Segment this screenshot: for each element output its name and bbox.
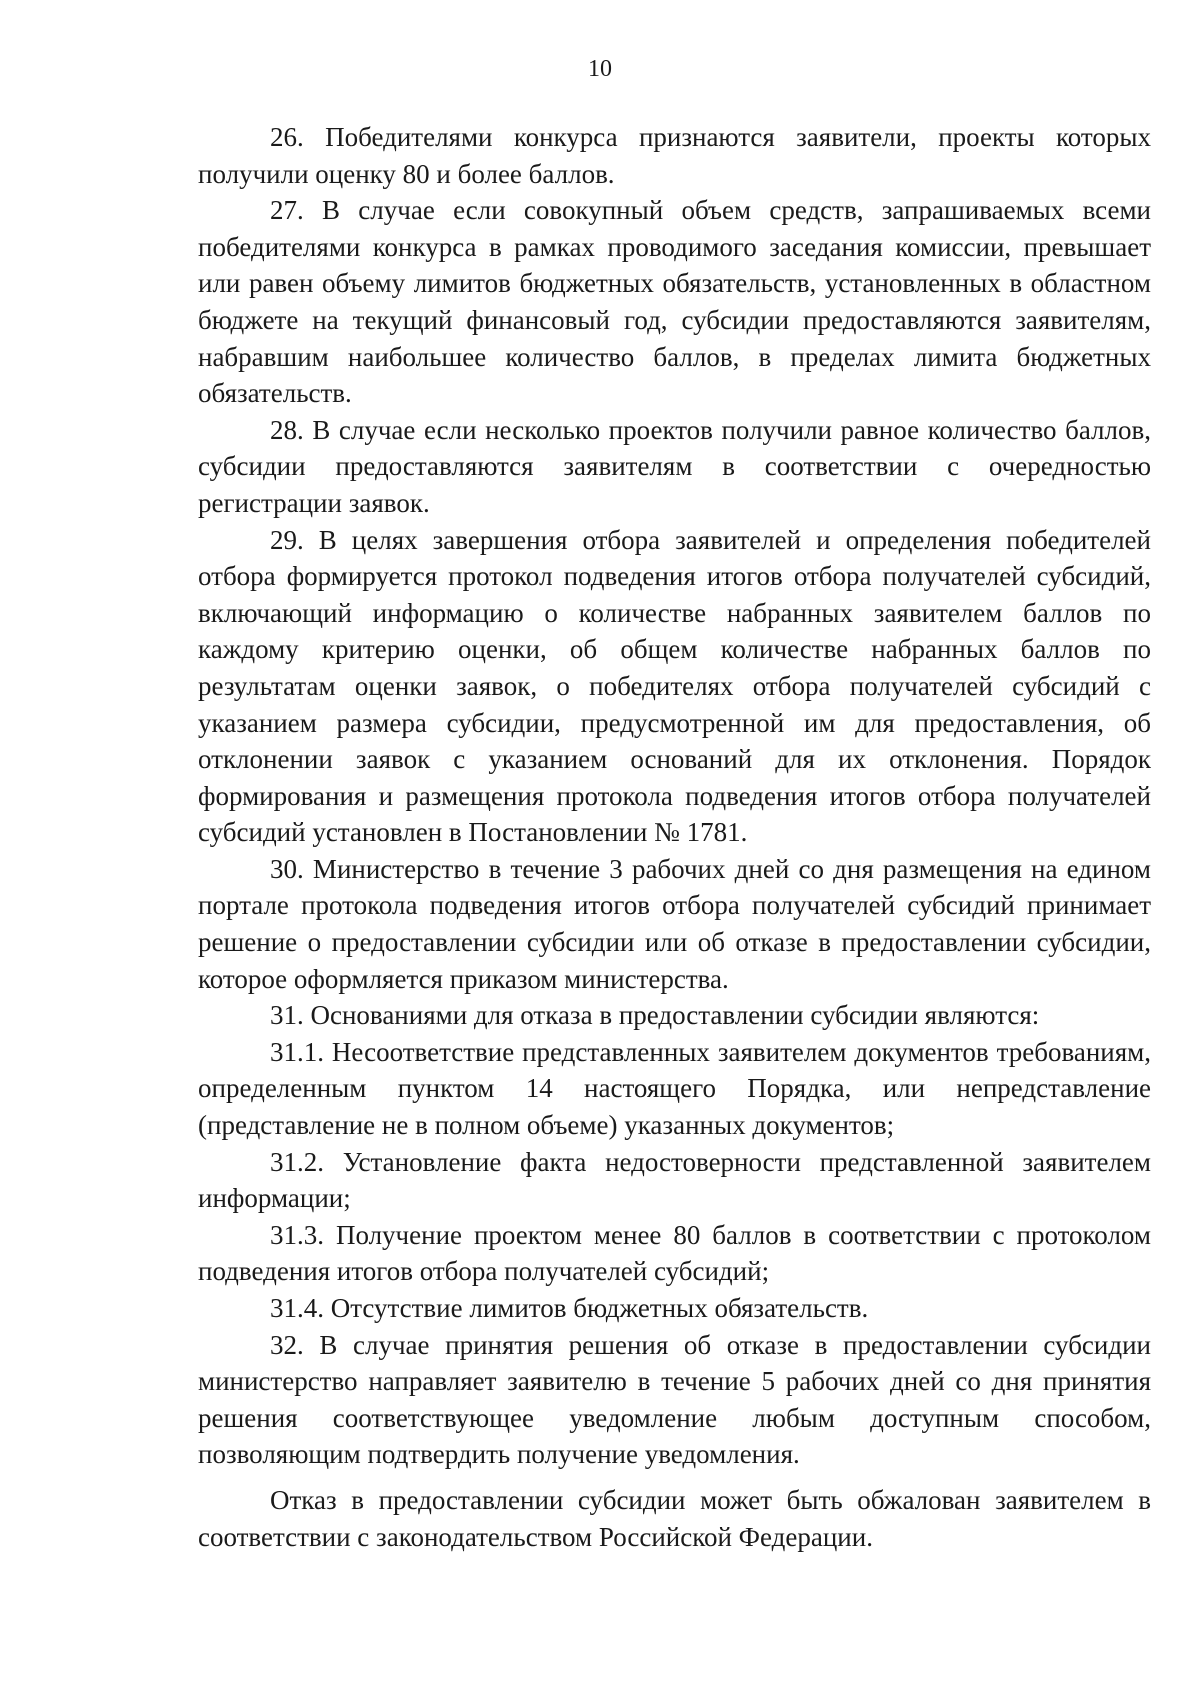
paragraph-31-4: 31.4. Отсутствие лимитов бюджетных обязательств. bbox=[270, 1293, 869, 1323]
document-body bbox=[198, 119, 1151, 1555]
paragraph-28: 28. В случае если несколько проектов получили равное количество баллов, субсидии предоставляются заявителям в соответствии с очередностью регистрации заявок. bbox=[198, 414, 1151, 518]
paragraph-31-1: 31.1. Несоответствие представленных заявителем документов требованиям, определенным пунктом 14 настоящего Порядка, или непредставление (представление не в полном объеме) указанных документов; bbox=[198, 1036, 1151, 1141]
paragraph-appeal: Отказ в предоставлении субсидии может быть обжалован заявителем в соответствии с законодательством Российской Федерации. bbox=[198, 1484, 1151, 1552]
paragraph-27: 27. В случае если совокупный объем средств, запрашиваемых всеми победителями конкурса в рамках проводимого заседания комиссии, превышает или равен объему лимитов бюджетных обязательств, установленных в областном бюджете на текущий финансовый год, субсидии предоставляются заявителям, набравшим наибольшее количество баллов, в пределах лимита бюджетных обязательств. bbox=[198, 195, 1151, 409]
paragraph-30: 30. Министерство в течение 3 рабочих дней со дня размещения на едином портале протокола подведения итогов отбора получателей субсидий принимает решение о предоставлении субсидии или об отказе в предоставлении субсидии, которое оформляется приказом министерства. bbox=[198, 853, 1151, 994]
paragraph-31: 31. Основаниями для отказа в предоставлении субсидии являются: bbox=[270, 1000, 1040, 1031]
page-number: 10 bbox=[588, 56, 612, 82]
paragraph-32: 32. В случае принятия решения об отказе в предоставлении субсидии министерство направляет заявителю в течение 5 рабочих дней со дня принятия решения соответствующее уведомление любым доступным способом, позволяющим подтвердить получение уведомления. bbox=[198, 1329, 1151, 1470]
paragraph-29: 29. В целях завершения отбора заявителей и определения победителей отбора формируется протокол подведения итогов отбора получателей субсидий, включающий информацию о количестве набранных заявителем баллов по каждому критерию оценки, об общем количестве набранных баллов по результатам оценки заявок, о победителях отбора получателей субсидий с указанием размера субсидии, предусмотренной им для предоставления, об отклонении заявок с указанием оснований для их отклонения. Порядок формирования и размещения протокола подведения итогов отбора получателей субсидий установлен в Постановлении № 1781. bbox=[198, 524, 1151, 848]
paragraph-31-2: 31.2. Установление факта недостоверности представленной заявителем информации; bbox=[198, 1146, 1151, 1214]
paragraph-31-3: 31.3. Получение проектом менее 80 баллов в соответствии с протоколом подведения итогов отбора получателей субсидий; bbox=[198, 1219, 1151, 1287]
paragraph-26: 26. Победителями конкурса признаются заявители, проекты которых получили оценку 80 и более баллов. bbox=[198, 122, 1151, 189]
